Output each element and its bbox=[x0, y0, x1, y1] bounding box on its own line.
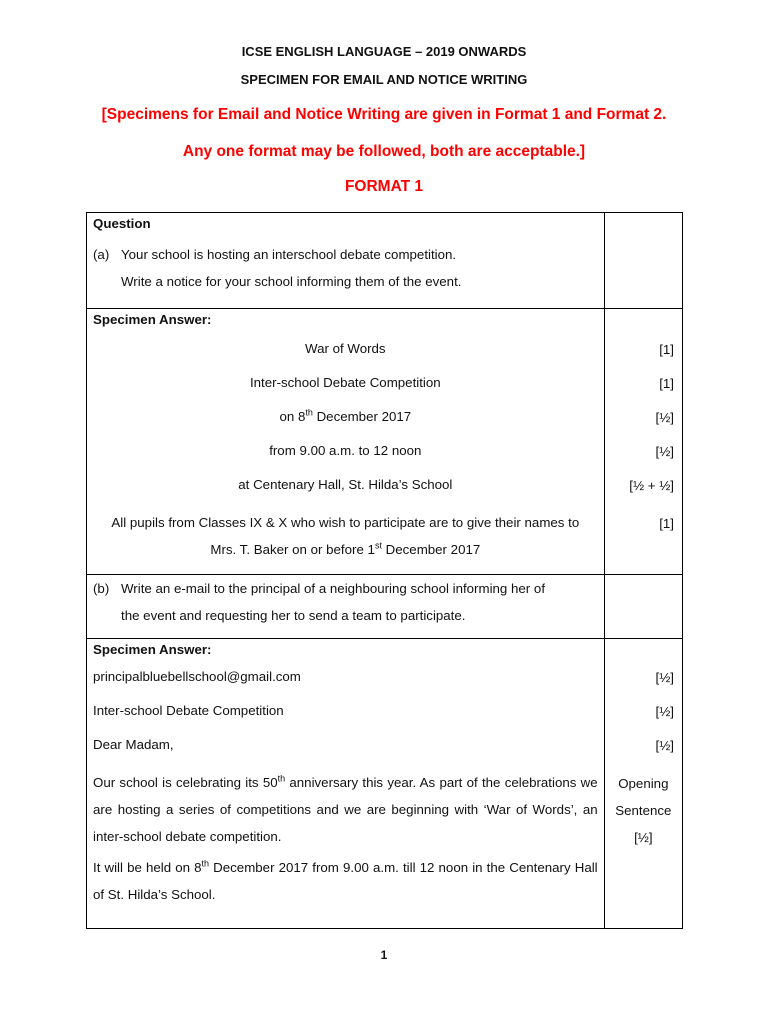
format-note-line-2: Any one format may be followed, both are acceptable.] bbox=[182, 143, 586, 160]
notice-time: from 9.00 a.m. to 12 noon bbox=[269, 443, 422, 458]
email-subject: Inter-school Debate Competition bbox=[93, 703, 284, 718]
email-marks-cell bbox=[604, 639, 682, 929]
notice-instructions-line-1: All pupils from Classes IX & X who wish to participate are to give their names to bbox=[111, 515, 580, 530]
question-a-cell bbox=[87, 213, 605, 309]
question-b-text bbox=[93, 575, 598, 629]
mark-opening-sentence: Opening Sentence [½] bbox=[615, 776, 672, 845]
email-to: principalbluebellschool@gmail.com bbox=[93, 669, 301, 684]
question-heading: Question bbox=[93, 216, 151, 231]
notice-event: Inter-school Debate Competition bbox=[249, 375, 441, 390]
document-title: ICSE ENGLISH LANGUAGE – 2019 ONWARDS bbox=[241, 44, 527, 59]
notice-answer-row bbox=[87, 309, 683, 575]
mark-time: [½] bbox=[655, 444, 674, 459]
notice-date: on 8th December 2017 bbox=[279, 407, 412, 424]
format-heading: FORMAT 1 bbox=[344, 178, 424, 195]
email-salutation: Dear Madam, bbox=[93, 737, 174, 752]
mark-instructions: [1] bbox=[659, 516, 674, 531]
page-number: 1 bbox=[380, 948, 388, 962]
mark-subject: [½] bbox=[655, 704, 674, 719]
question-a-letter: (a) bbox=[93, 247, 110, 262]
question-a-row bbox=[87, 213, 683, 309]
question-b-row bbox=[87, 575, 683, 639]
question-b-line-1: Write an e-mail to the principal of a neighbouring school informing her of bbox=[121, 581, 546, 596]
question-a-line-1: Your school is hosting an interschool debate competition. bbox=[121, 247, 457, 262]
notice-instructions-line-2: Mrs. T. Baker on or before 1st December 2017 bbox=[210, 540, 481, 557]
mark-venue: [½ + ½] bbox=[629, 478, 674, 493]
notice-answer-cell bbox=[87, 309, 605, 575]
mark-date: [½] bbox=[655, 410, 674, 425]
email-answer-heading: Specimen Answer: bbox=[93, 642, 212, 657]
notice-title: War of Words bbox=[305, 341, 386, 356]
email-paragraph-1: Our school is celebrating its 50th anniversary this year. As part of the celebrations we are hosting a series of competitions and we are beginning with ‘War of Words’, an inter-school debate competition. bbox=[93, 773, 598, 844]
mark-salutation: [½] bbox=[655, 738, 674, 753]
mark-title: [1] bbox=[659, 342, 674, 357]
notice-instructions bbox=[93, 509, 598, 563]
notice-venue: at Centenary Hall, St. Hilda’s School bbox=[238, 477, 453, 492]
email-answer-cell bbox=[87, 639, 605, 929]
question-a-mark-cell bbox=[604, 213, 682, 309]
question-b-line-2: the event and requesting her to send a team to participate. bbox=[121, 608, 466, 623]
question-b-mark-cell bbox=[604, 575, 682, 639]
document-subtitle: SPECIMEN FOR EMAIL AND NOTICE WRITING bbox=[240, 72, 528, 87]
question-a-text bbox=[93, 241, 598, 295]
question-b-cell bbox=[87, 575, 605, 639]
mark-to: [½] bbox=[655, 670, 674, 685]
email-answer-row bbox=[87, 639, 683, 929]
notice-answer-heading: Specimen Answer: bbox=[93, 312, 212, 327]
notice-marks-cell bbox=[604, 309, 682, 575]
question-b-letter: (b) bbox=[93, 581, 110, 596]
mark-event: [1] bbox=[659, 376, 674, 391]
format-note-line-1: [Specimens for Email and Notice Writing are given in Format 1 and Format 2. bbox=[101, 106, 667, 123]
specimen-table bbox=[86, 212, 683, 929]
email-paragraph-2: It will be held on 8th December 2017 from 9.00 a.m. till 12 noon in the Centenary Hall of St. Hilda’s School. bbox=[93, 858, 598, 902]
question-a-line-2: Write a notice for your school informing them of the event. bbox=[121, 274, 462, 289]
